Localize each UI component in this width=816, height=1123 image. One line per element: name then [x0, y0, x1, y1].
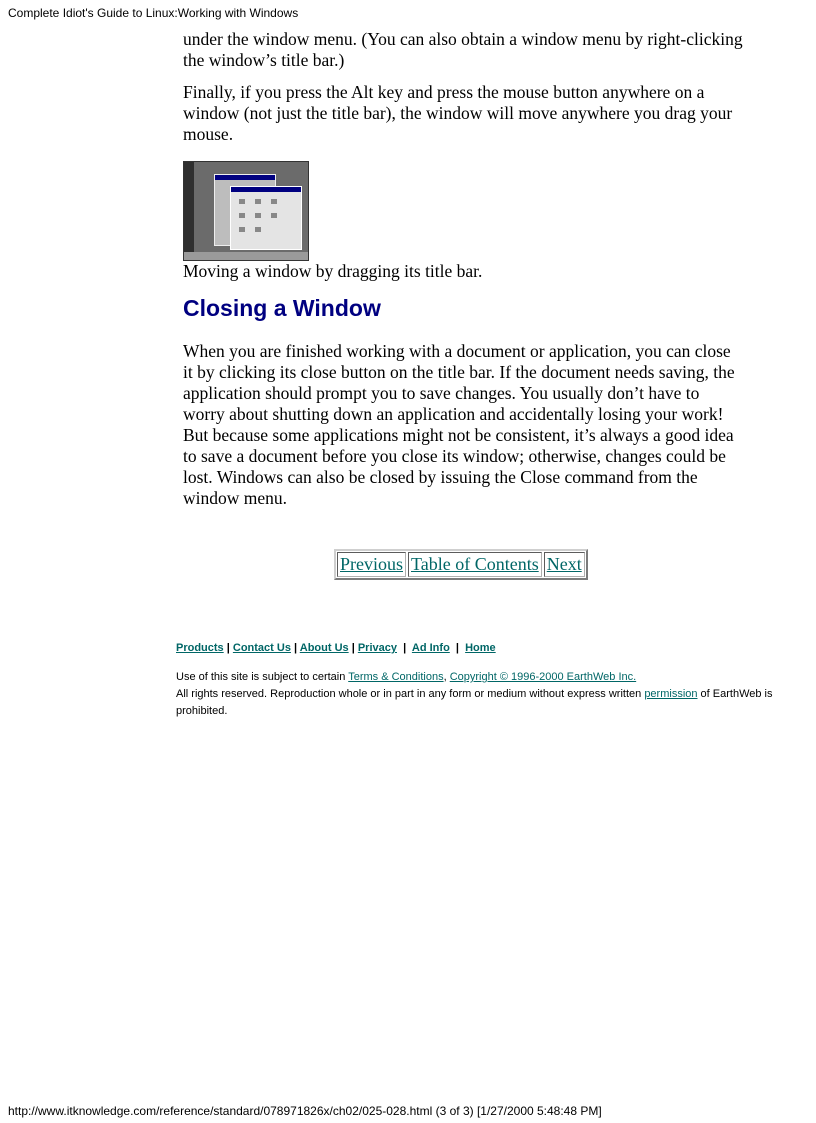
legal-text: All rights reserved. Reproduction whole or in part in any form or medium without express written	[176, 688, 645, 700]
previous-link[interactable]: Previous	[337, 552, 406, 577]
screenshot-taskbar	[184, 252, 308, 260]
separator: |	[397, 642, 412, 654]
legal-text: Use of this site is subject to certain	[176, 671, 349, 683]
figure	[183, 161, 743, 282]
screenshot-moving-window-image	[183, 161, 309, 261]
copyright-link[interactable]: Copyright © 1996-2000 EarthWeb Inc.	[449, 671, 637, 683]
article-content	[183, 29, 743, 521]
table-of-contents-link[interactable]: Table of Contents	[408, 552, 542, 577]
terms-link[interactable]: Terms & Conditions	[348, 671, 444, 683]
separator: |	[223, 642, 233, 654]
contact-us-link[interactable]: Contact Us	[232, 642, 291, 654]
separator: |	[449, 642, 466, 654]
legal-text: of EarthWeb is prohibited.	[176, 688, 773, 717]
separator: |	[348, 642, 358, 654]
paragraph-alt-drag: Finally, if you press the Alt key and press the mouse button anywhere on a window (not just the title bar), the window will move anywhere you drag your mouse.	[183, 82, 733, 144]
separator: |	[290, 642, 300, 654]
paragraph-window-menu: under the window menu. (You can also obtain a window menu by right-clicking the window’s title bar.)	[183, 29, 743, 70]
section-heading: Closing a Window	[183, 295, 381, 321]
screenshot-desktop-icons	[184, 162, 194, 260]
privacy-link[interactable]: Privacy	[357, 642, 397, 654]
site-links	[176, 642, 496, 654]
figure-caption: Moving a window by dragging its title bar.	[183, 261, 483, 281]
screenshot-front-window	[230, 186, 302, 250]
print-header-title: Complete Idiot's Guide to Linux:Working with Windows	[8, 6, 299, 20]
products-link[interactable]: Products	[176, 642, 224, 654]
next-link[interactable]: Next	[544, 552, 585, 577]
paragraph-closing-window: When you are finished working with a document or application, you can close it by clicking its close button on the title bar. If the document needs saving, the application should prompt you to save changes. You usually don’t have to worry about shutting down an application and accidentally losing your work! But because some applications might not be consistent, it’s always a good idea to save a document before you close its window; otherwise, changes could be lost. Windows can also be closed by issuing the Close command from the window menu.	[183, 341, 735, 508]
home-link[interactable]: Home	[465, 642, 496, 654]
page-navigation	[334, 549, 588, 580]
legal-notice: Use of this site is subject to certain Terms & Conditions, Copyright © 1996-2000 EarthWeb Inc. All rights reserved. Reproduction whole or in part in any form or medium without express written permission of EarthWeb is prohibited.	[176, 671, 773, 717]
ad-info-link[interactable]: Ad Info	[411, 642, 450, 654]
permission-link[interactable]: permission	[644, 688, 698, 700]
about-us-link[interactable]: About Us	[299, 642, 349, 654]
print-footer-url: http://www.itknowledge.com/reference/standard/078971826x/ch02/025-028.html (3 of 3) [1/27/2000 5:48:48 PM]	[8, 1104, 602, 1118]
